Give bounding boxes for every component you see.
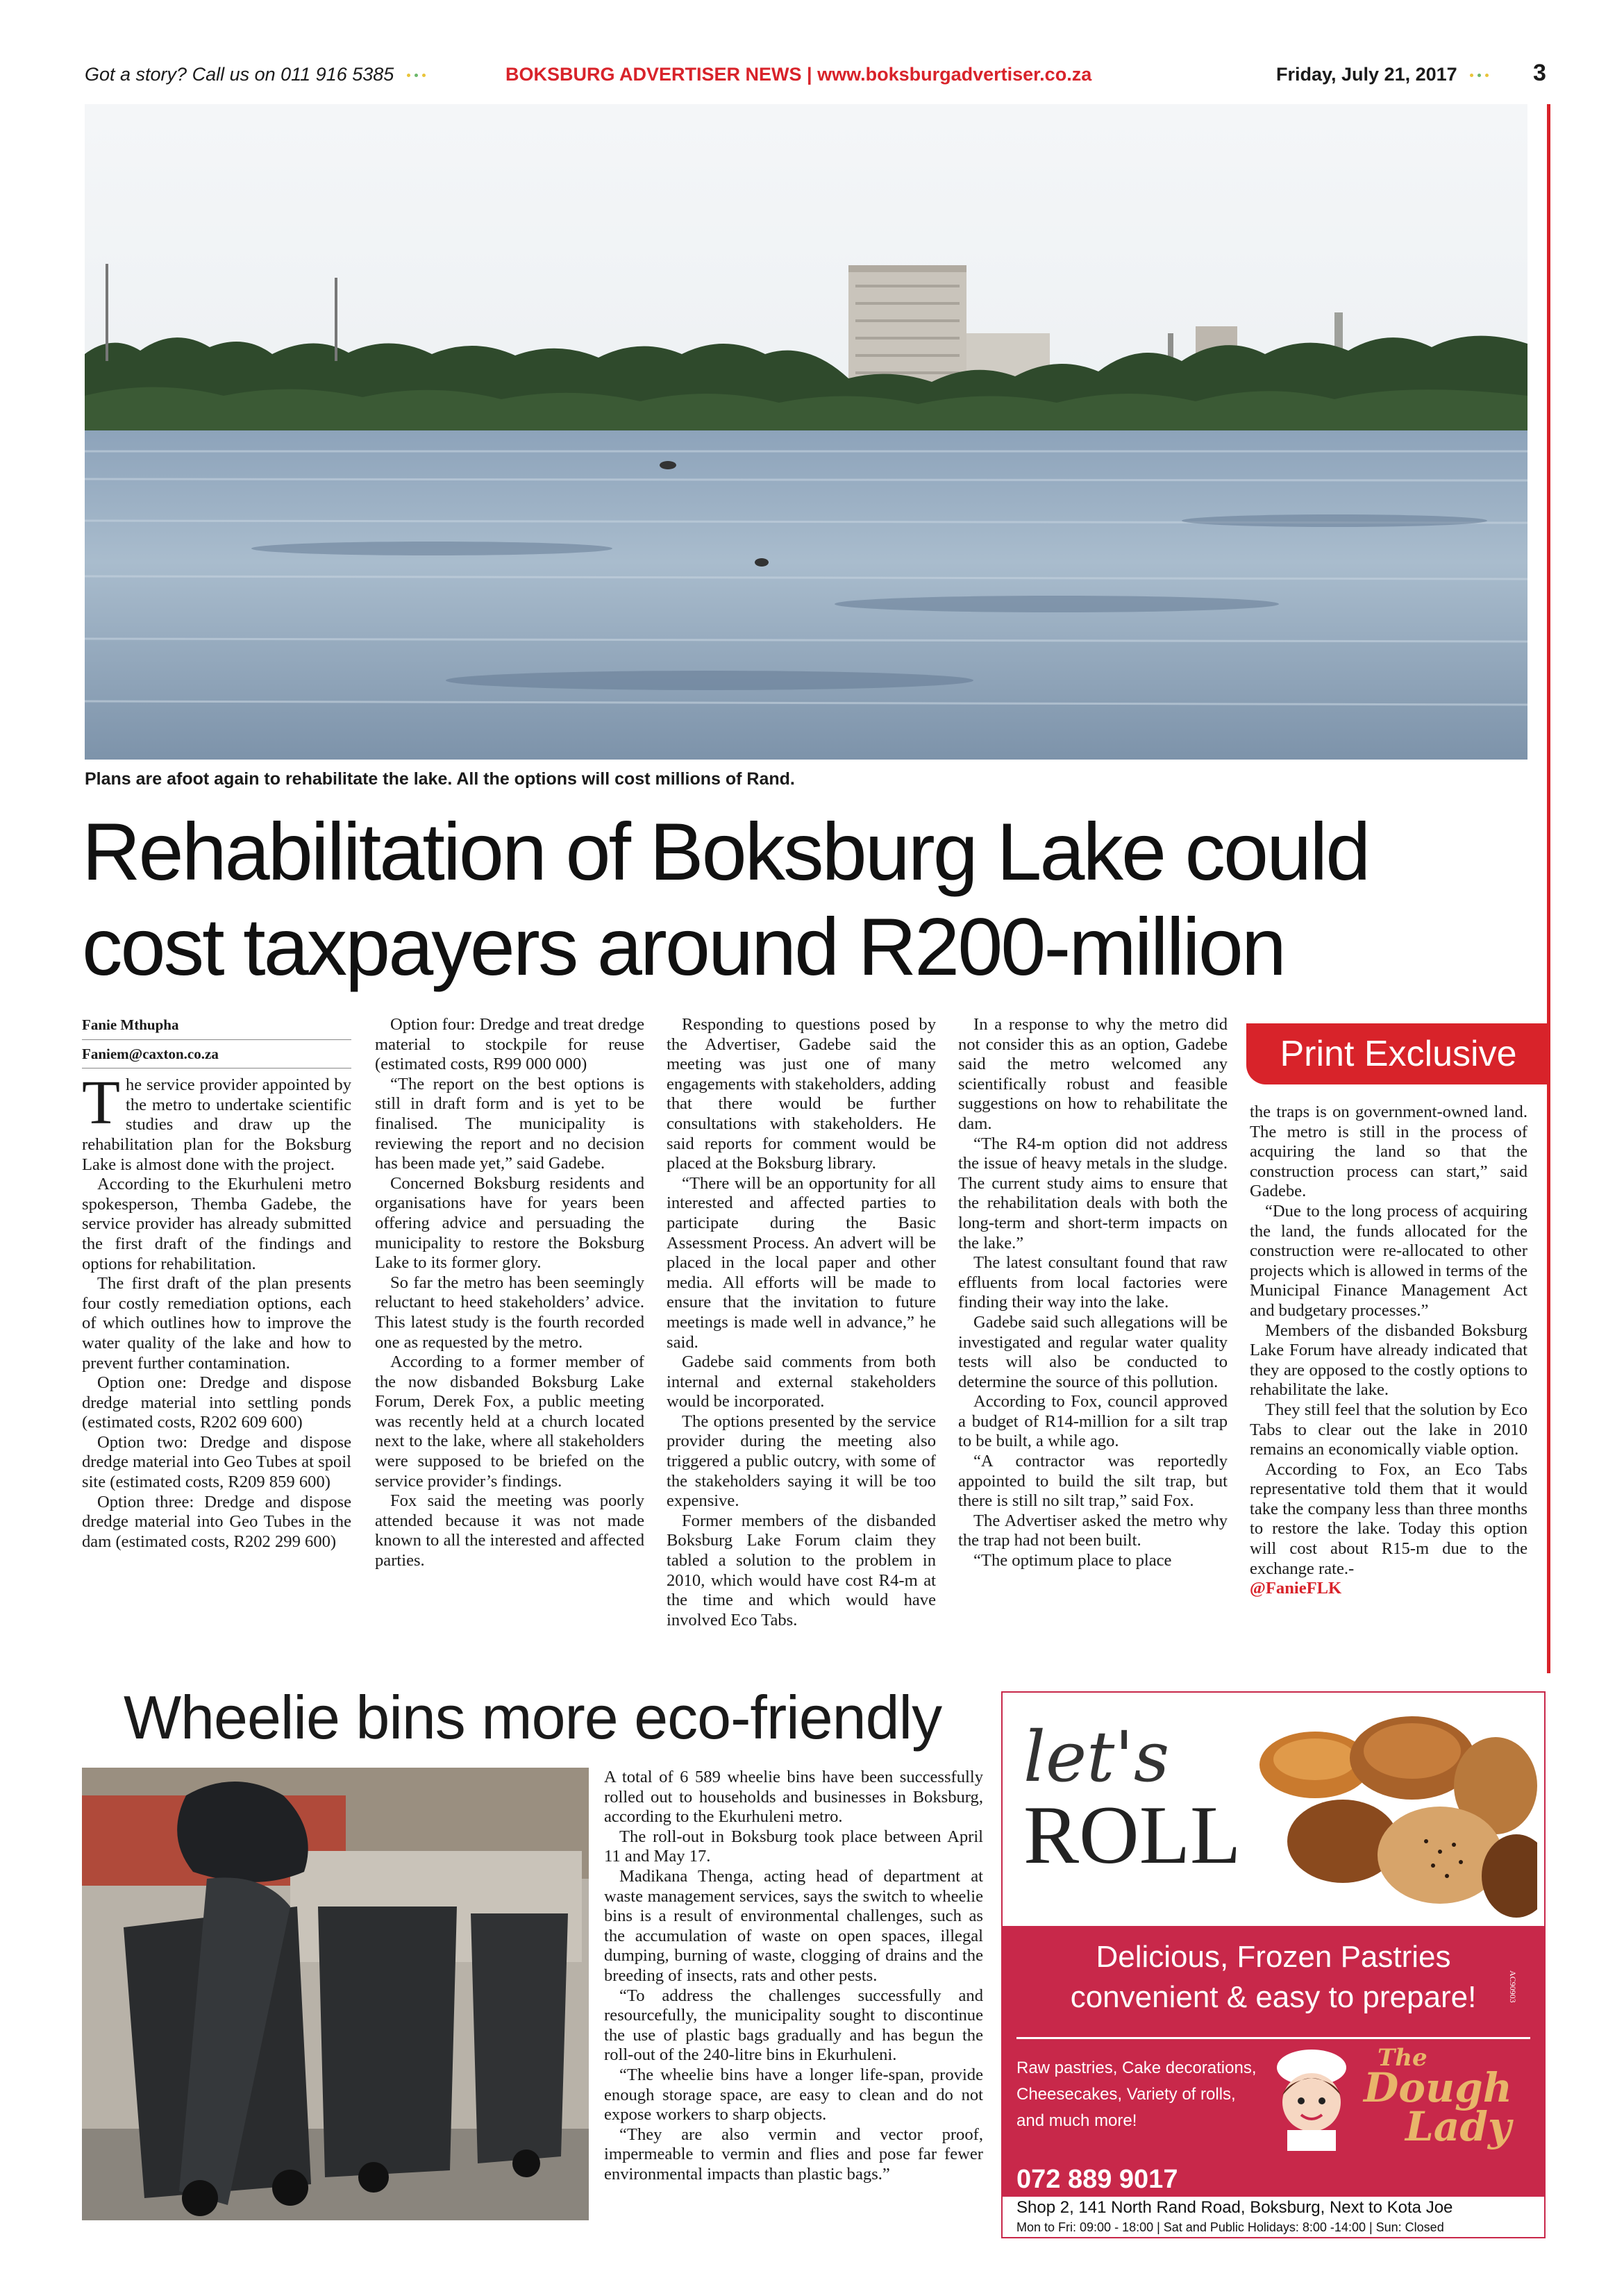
paragraph: The options presented by the service provider during the meeting also triggered a public outcry, with some of the stakeholders saying it will be too expensive.	[667, 1411, 936, 1511]
drop-cap: T	[82, 1069, 120, 1138]
paragraph: In a response to why the metro did not consider this as an option, Gadebe said the metro welcomed any scientifically robust and feasible suggestions on how to rehabilitate the dam.	[958, 1015, 1228, 1133]
paragraph: “There will be an opportunity for all interested and affected parties to participate during the Basic Assessment Process. An advert will be placed in the local paper and other media. All efforts will be made to ensure that the invitation to future meetings is made well in advance,” he said.	[667, 1173, 936, 1352]
paragraph: “Due to the long process of acquiring the land, the funds allocated for the construction were re-allocated to other projects which is allowed in terms of the Municipal Finance Management Act and budgetary processes.”	[1250, 1201, 1527, 1320]
lets-script: let's	[1023, 1716, 1170, 1798]
paragraph: They still feel that the solution by Eco Tabs to clear out the lake in 2010 remains an economically viable option.	[1250, 1400, 1527, 1459]
paragraph: Option four: Dredge and treat dredge material to stockpile for reuse (estimated costs, R99 000 000)	[375, 1015, 644, 1074]
article-column-2	[375, 1015, 644, 1571]
paragraph: Fox said the meeting was poorly attended because it was not made known to all the interested and affected parties.	[375, 1491, 644, 1570]
paragraph: According to Fox, council approved a budget of R14-million for a silt trap to be built, a while ago.	[958, 1392, 1228, 1451]
paragraph: The roll-out in Boksburg took place between April 11 and May 17.	[604, 1827, 983, 1866]
issue-date: Friday, July 21, 2017	[1276, 64, 1491, 85]
masthead: BOKSBURG ADVERTISER NEWS | www.boksburgadvertiser.co.za	[505, 64, 1092, 85]
article-column-4	[958, 1015, 1228, 1571]
logo-word-the: The	[1378, 2044, 1428, 2072]
paragraph: Gadebe said comments from both internal and external stakeholders would be incorporated.	[667, 1352, 936, 1411]
logo-word-dough: Dough	[1364, 2064, 1512, 2111]
paragraph: the traps is on government-owned land. The metro is still in the process of acquiring the land so that the construction process can start,” said Gadebe.	[1250, 1103, 1527, 1201]
dough-lady-advert	[1001, 1691, 1546, 2238]
paragraph: Concerned Boksburg residents and organisations have for years been offering advice and persuading the municipality to restore the Boksburg Lake to its former glory.	[375, 1173, 644, 1273]
paragraph: Option two: Dredge and dispose dredge material into Geo Tubes at spoil site (estimated costs, R209 859 600)	[82, 1432, 351, 1492]
paragraph: “The R4-m option did not address the issue of heavy metals in the sludge. The current study aims to ensure that the rehabilitation deals with both the long-term and short-term impacts on the lake.”	[958, 1134, 1228, 1252]
paragraph: So far the metro has been seemingly reluctant to heed stakeholders’ advice. This latest study is the fourth recorded one as requested by the metro.	[375, 1273, 644, 1352]
page-edge-rule	[1547, 104, 1550, 1673]
paragraph: “The wheelie bins have a longer life-span, provide enough storage space, are easy to clean and do not expose workers to sharp objects.	[604, 2065, 983, 2125]
headline-line-2: cost taxpayers around R200-million	[82, 901, 1284, 992]
article-column-1	[82, 1015, 351, 1552]
page-number: 3	[1533, 60, 1546, 86]
paragraph: The latest consultant found that raw effluents from local factories were finding their way into the lake.	[958, 1253, 1228, 1312]
advert-hours: Mon to Fri: 09:00 - 18:00 | Sat and Public Holidays: 8:00 -14:00 | Sun: Closed	[1016, 2220, 1444, 2234]
paragraph: “A contractor was reportedly appointed to build the silt trap, but there is still no silt trap,” said Fox.	[958, 1452, 1228, 1511]
dots-icon	[405, 64, 428, 85]
paragraph: According to the Ekurhuleni metro spokesperson, Themba Gadebe, the service provider has already submitted the first draft of the findings and options for rehabilitation.	[82, 1175, 351, 1273]
headline-line-1: Rehabilitation of Boksburg Lake could	[82, 806, 1369, 897]
advert-product-list: Raw pastries, Cake decorations, Cheesecakes, Variety of rolls, and much more!	[1016, 2059, 1257, 2130]
paragraph: According to Fox, an Eco Tabs representative told them that it would take the company less than three months to restore the lake. Today this option will cost about R15-m due to the exchange rate.-	[1250, 1459, 1527, 1578]
article-column-3	[667, 1015, 936, 1630]
dots-icon	[1468, 64, 1491, 85]
paragraph: Option three: Dredge and dispose dredge material into Geo Tubes in the dam (estimated costs, R202 299 600)	[82, 1492, 351, 1551]
baker-lady-icon	[1266, 2047, 1357, 2151]
paragraph: Option one: Dredge and dispose dredge material into settling ponds (estimated costs, R202 609 600)	[82, 1373, 351, 1432]
article-column-5	[1250, 1103, 1527, 1599]
paragraph: Members of the disbanded Boksburg Lake Forum have already indicated that they are opposed to the costly options to rehabilitate the lake.	[1250, 1321, 1527, 1400]
paragraph: “To address the challenges successfully and resourcefully, the municipality sought to discontinue the use of plastic bags gradually and has begun the roll-out of the 240-litre bins in Ekurhuleni.	[604, 1986, 983, 2065]
paragraph: The first draft of the plan presents four costly remediation options, each of which outlines how to improve the water quality of the lake and how to prevent further contamination.	[82, 1274, 351, 1373]
bins-headline: Wheelie bins more eco-friendly	[124, 1683, 942, 1752]
dough-lady-logo	[1266, 2044, 1530, 2151]
story-hotline: Got a story? Call us on 011 916 5385	[85, 64, 428, 85]
print-exclusive-badge: Print Exclusive	[1246, 1023, 1550, 1084]
wheelie-bins-photo	[82, 1768, 589, 2220]
photo-caption: Plans are afoot again to rehabilitate the lake. All the options will cost millions of Rand.	[85, 769, 795, 789]
paragraph: Gadebe said such allegations will be investigated and regular water quality tests will also be conducted to determine the source of this pollution.	[958, 1312, 1228, 1391]
paragraph: According to a former member of the now disbanded Boksburg Lake Forum, Derek Fox, a public meeting was recently held at a church located next to the lake, where all stakeholders were supposed to be briefed on the service provider’s findings.	[375, 1352, 644, 1491]
advert-divider	[1016, 2037, 1530, 2039]
paragraph: A total of 6 589 wheelie bins have been successfully rolled out to households and businesses in Boksburg, according to the Ekurhuleni metro.	[604, 1768, 983, 1827]
advert-tagline: Delicious, Frozen Pastries convenient & easy to prepare!	[1070, 1940, 1477, 2014]
pastries-image	[1253, 1702, 1537, 1925]
twitter-handle: @FanieFLK	[1250, 1579, 1342, 1598]
byline-email: Faniem@caxton.co.za	[82, 1040, 351, 1069]
wheelie-bins-image	[82, 1768, 589, 2220]
roll-wordmark: ROLL	[1023, 1788, 1241, 1881]
advert-phone: 072 889 9017	[1016, 2165, 1178, 2194]
lake-photo-image	[85, 104, 1527, 760]
paragraph: “The optimum place to place	[973, 1551, 1172, 1570]
logo-word-lady: Lady	[1405, 2103, 1512, 2150]
paragraph: Former members of the disbanded Boksburg Lake Forum claim they tabled a solution to the problem in 2010, which would have cost R4-m at the time and which would have involved Eco Tabs.	[667, 1511, 936, 1629]
bins-article-body	[604, 1768, 983, 2184]
paragraph: Madikana Thenga, acting head of department at waste management services, says the switch to wheelie bins is a result of environmental challenges, such as the accumulation of waste on open spaces, illegal dumping, burning of waste, clogging of drains and the breeding of insects, rats and other pests.	[604, 1866, 983, 1985]
paragraph: The Advertiser asked the metro why the trap had not been built.	[958, 1511, 1228, 1550]
paragraph: “The report on the best options is still in draft form and is yet to be finalised. The municipality is reviewing the report and no decision has been made yet,” said Gadebe.	[375, 1074, 644, 1173]
paragraph: Responding to questions posed by the Advertiser, Gadebe said the meeting was just one of many engagements with stakeholders, adding that there would be further consultations with stakeholders. He said reports for comment would be placed at the Boksburg library.	[667, 1015, 936, 1173]
advert-address: Shop 2, 141 North Rand Road, Boksburg, Next to Kota Joe	[1016, 2198, 1453, 2217]
lake-photo	[85, 104, 1527, 760]
paragraph: “They are also vermin and vector proof, impermeable to vermin and flies and pose far fewer environmental impacts than plastic bags.”	[604, 2125, 983, 2184]
advert-ref: AC90903	[1508, 1970, 1518, 2003]
byline-author: Fanie Mthupha	[82, 1015, 351, 1040]
paragraph: The service provider appointed by the metro to undertake scientific studies and draw up the rehabilitation plan for the Boksburg Lake is almost done with the project.	[82, 1069, 351, 1174]
